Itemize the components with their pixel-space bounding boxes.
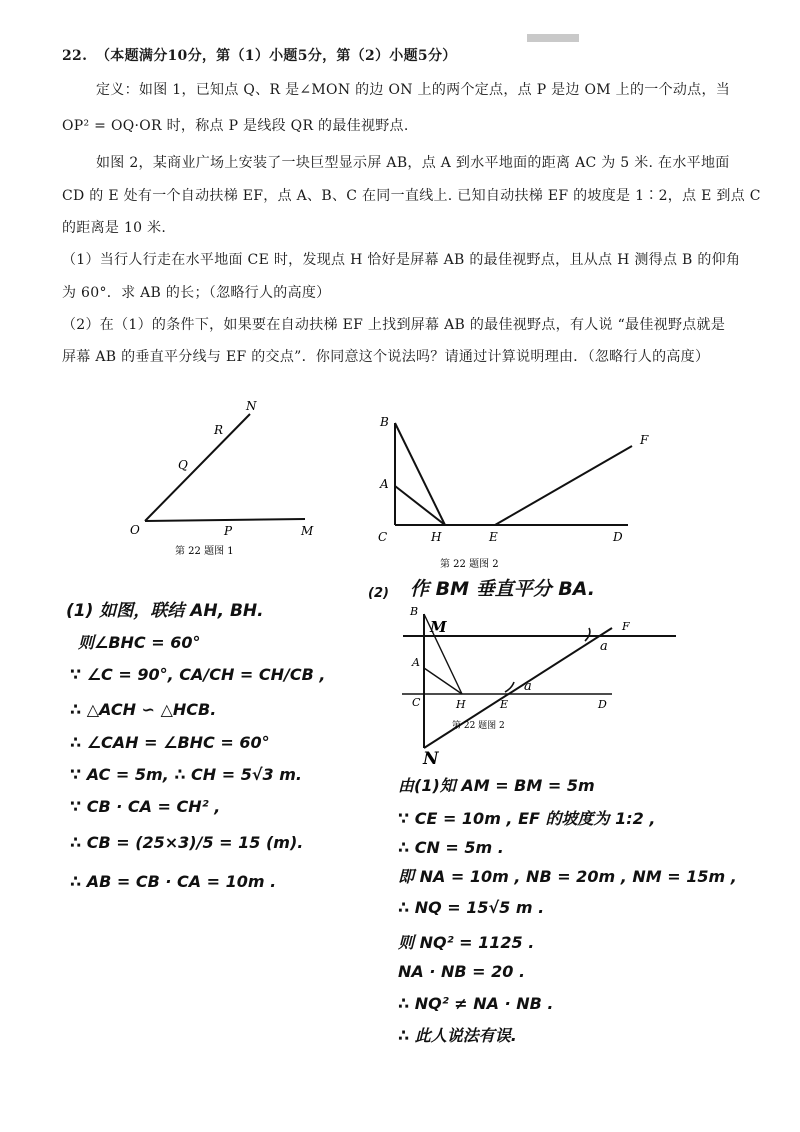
question-1-line-1: （1）当行人行走在水平地面 CE 时，发现点 H 恰好是屏幕 AB 的最佳视野点，且从点 H 测得点 B 的仰角 (62, 252, 741, 268)
label-e: E (489, 530, 498, 544)
question-2-line-1: （2）在（1）的条件下，如果要在自动扶梯 EF 上找到屏幕 AB 的最佳视野点，有人说 “最佳视野点就是 (62, 317, 726, 333)
answer-2-line: 即 NA = 10m , NB = 20m , NM = 15m , (398, 867, 737, 886)
definition-line-2: OP² = OQ·OR 时，称点 P 是线段 QR 的最佳视野点. (62, 118, 409, 134)
question-2-line-2: 屏幕 AB 的垂直平分线与 EF 的交点”．你同意这个说法吗？请通过计算说明理由．（忽略行人的高度） (62, 349, 710, 365)
sketch-label-b: B (410, 605, 419, 618)
figure-1-caption: 第 22 题图 1 (175, 546, 234, 557)
answer-2-line: ∴ CN = 5m . (398, 838, 504, 857)
sketch-label-f: F (622, 620, 630, 633)
problem-header: （本题满分10分，第（1）小题5分，第（2）小题5分） (96, 48, 457, 64)
sketch-label-d: D (598, 698, 607, 711)
context-line-2: CD 的 E 处有一个自动扶梯 EF，点 A、B、C 在同一直线上. 已知自动扶梯 EF 的坡度是 1∶2，点 E 到点 C (62, 188, 761, 204)
label-p: P (224, 524, 233, 538)
context-line-3: 的距离是 10 米. (62, 220, 167, 236)
answer-1-line: ∴ △ACH ∽ △HCB. (70, 700, 217, 719)
label-b: B (380, 415, 389, 429)
answer-2-line: ∴ NQ² ≠ NA · NB . (398, 994, 554, 1013)
answer-1-line: ∴ AB = CB · CA = 10m . (70, 872, 277, 891)
angle-arc-top (585, 628, 590, 641)
sketch-label-m: M (430, 618, 447, 636)
answer-2-heading: 作 BM 垂直平分 BA. (410, 578, 595, 600)
answer-1-line: ∵ ∠C = 90°, CA/CH = CH/CB , (70, 665, 326, 684)
angle-arc-mid (505, 682, 514, 692)
line-bh (395, 423, 445, 525)
answer-2-line: 由(1)知 AM = BM = 5m (398, 776, 595, 795)
label-d: D (613, 530, 623, 544)
answer-2-line: ∴ NQ = 15√5 m . (398, 898, 545, 917)
question-1-line-2: 为 60°．求 AB 的长；（忽略行人的高度） (62, 285, 331, 301)
answer-2-number: (2) (368, 586, 389, 601)
answer-1-line: ∵ AC = 5m, ∴ CH = 5√3 m. (70, 765, 302, 784)
problem-number: 22. (62, 48, 88, 64)
line-bh (424, 614, 462, 694)
answer-1-line: 则∠BHC = 60° (78, 633, 201, 652)
line-ef (495, 446, 632, 525)
label-h: H (431, 530, 442, 544)
answer-2-line: 则 NQ² = 1125 . (398, 933, 535, 952)
label-m: M (301, 524, 314, 538)
line-ah (395, 486, 445, 525)
sketch-angle-a-top: a (600, 639, 608, 654)
label-f: F (640, 433, 649, 447)
label-q: Q (178, 458, 188, 472)
label-a: A (380, 477, 389, 491)
answer-1-line: (1) 如图，联结 AH, BH. (66, 601, 264, 621)
answer-2-line: ∵ CE = 10m , EF 的坡度为 1:2 , (398, 809, 656, 828)
figure-2-caption: 第 22 题图 2 (440, 559, 499, 570)
sketch-angle-a-mid: a (524, 679, 532, 694)
answer-1-line: ∴ CB = (25×3)/5 = 15 (m). (70, 833, 304, 852)
label-r: R (214, 423, 224, 437)
ray-on (145, 414, 250, 521)
answer-2-line: ∴ 此人说法有误. (398, 1026, 517, 1045)
line-ah (424, 668, 462, 694)
scan-mark (527, 34, 579, 42)
label-n: N (246, 399, 257, 413)
label-c: C (378, 530, 388, 544)
label-o: O (130, 523, 140, 537)
definition-line-1: 定义：如图 1，已知点 Q、R 是∠MON 的边 ON 上的两个定点，点 P 是边 OM 上的一个动点，当 (96, 82, 731, 98)
sketch-label-h: H (456, 698, 466, 711)
sketch-label-e: E (500, 698, 509, 711)
line-nf (424, 628, 612, 748)
answer-2-line: NA · NB = 20 . (398, 962, 526, 981)
sketch-label-n: N (423, 749, 439, 769)
answer-1-line: ∴ ∠CAH = ∠BHC = 60° (70, 733, 270, 752)
sketch-caption: 第 22 题图 2 (452, 721, 505, 731)
sketch-label-a: A (412, 656, 420, 669)
ray-om (145, 519, 305, 521)
sketch-label-c: C (412, 696, 421, 709)
context-line-1: 如图 2，某商业广场上安装了一块巨型显示屏 AB，点 A 到水平地面的距离 AC 为 5 米. 在水平地面 (96, 155, 730, 171)
answer-1-line: ∵ CB · CA = CH² , (70, 797, 221, 816)
